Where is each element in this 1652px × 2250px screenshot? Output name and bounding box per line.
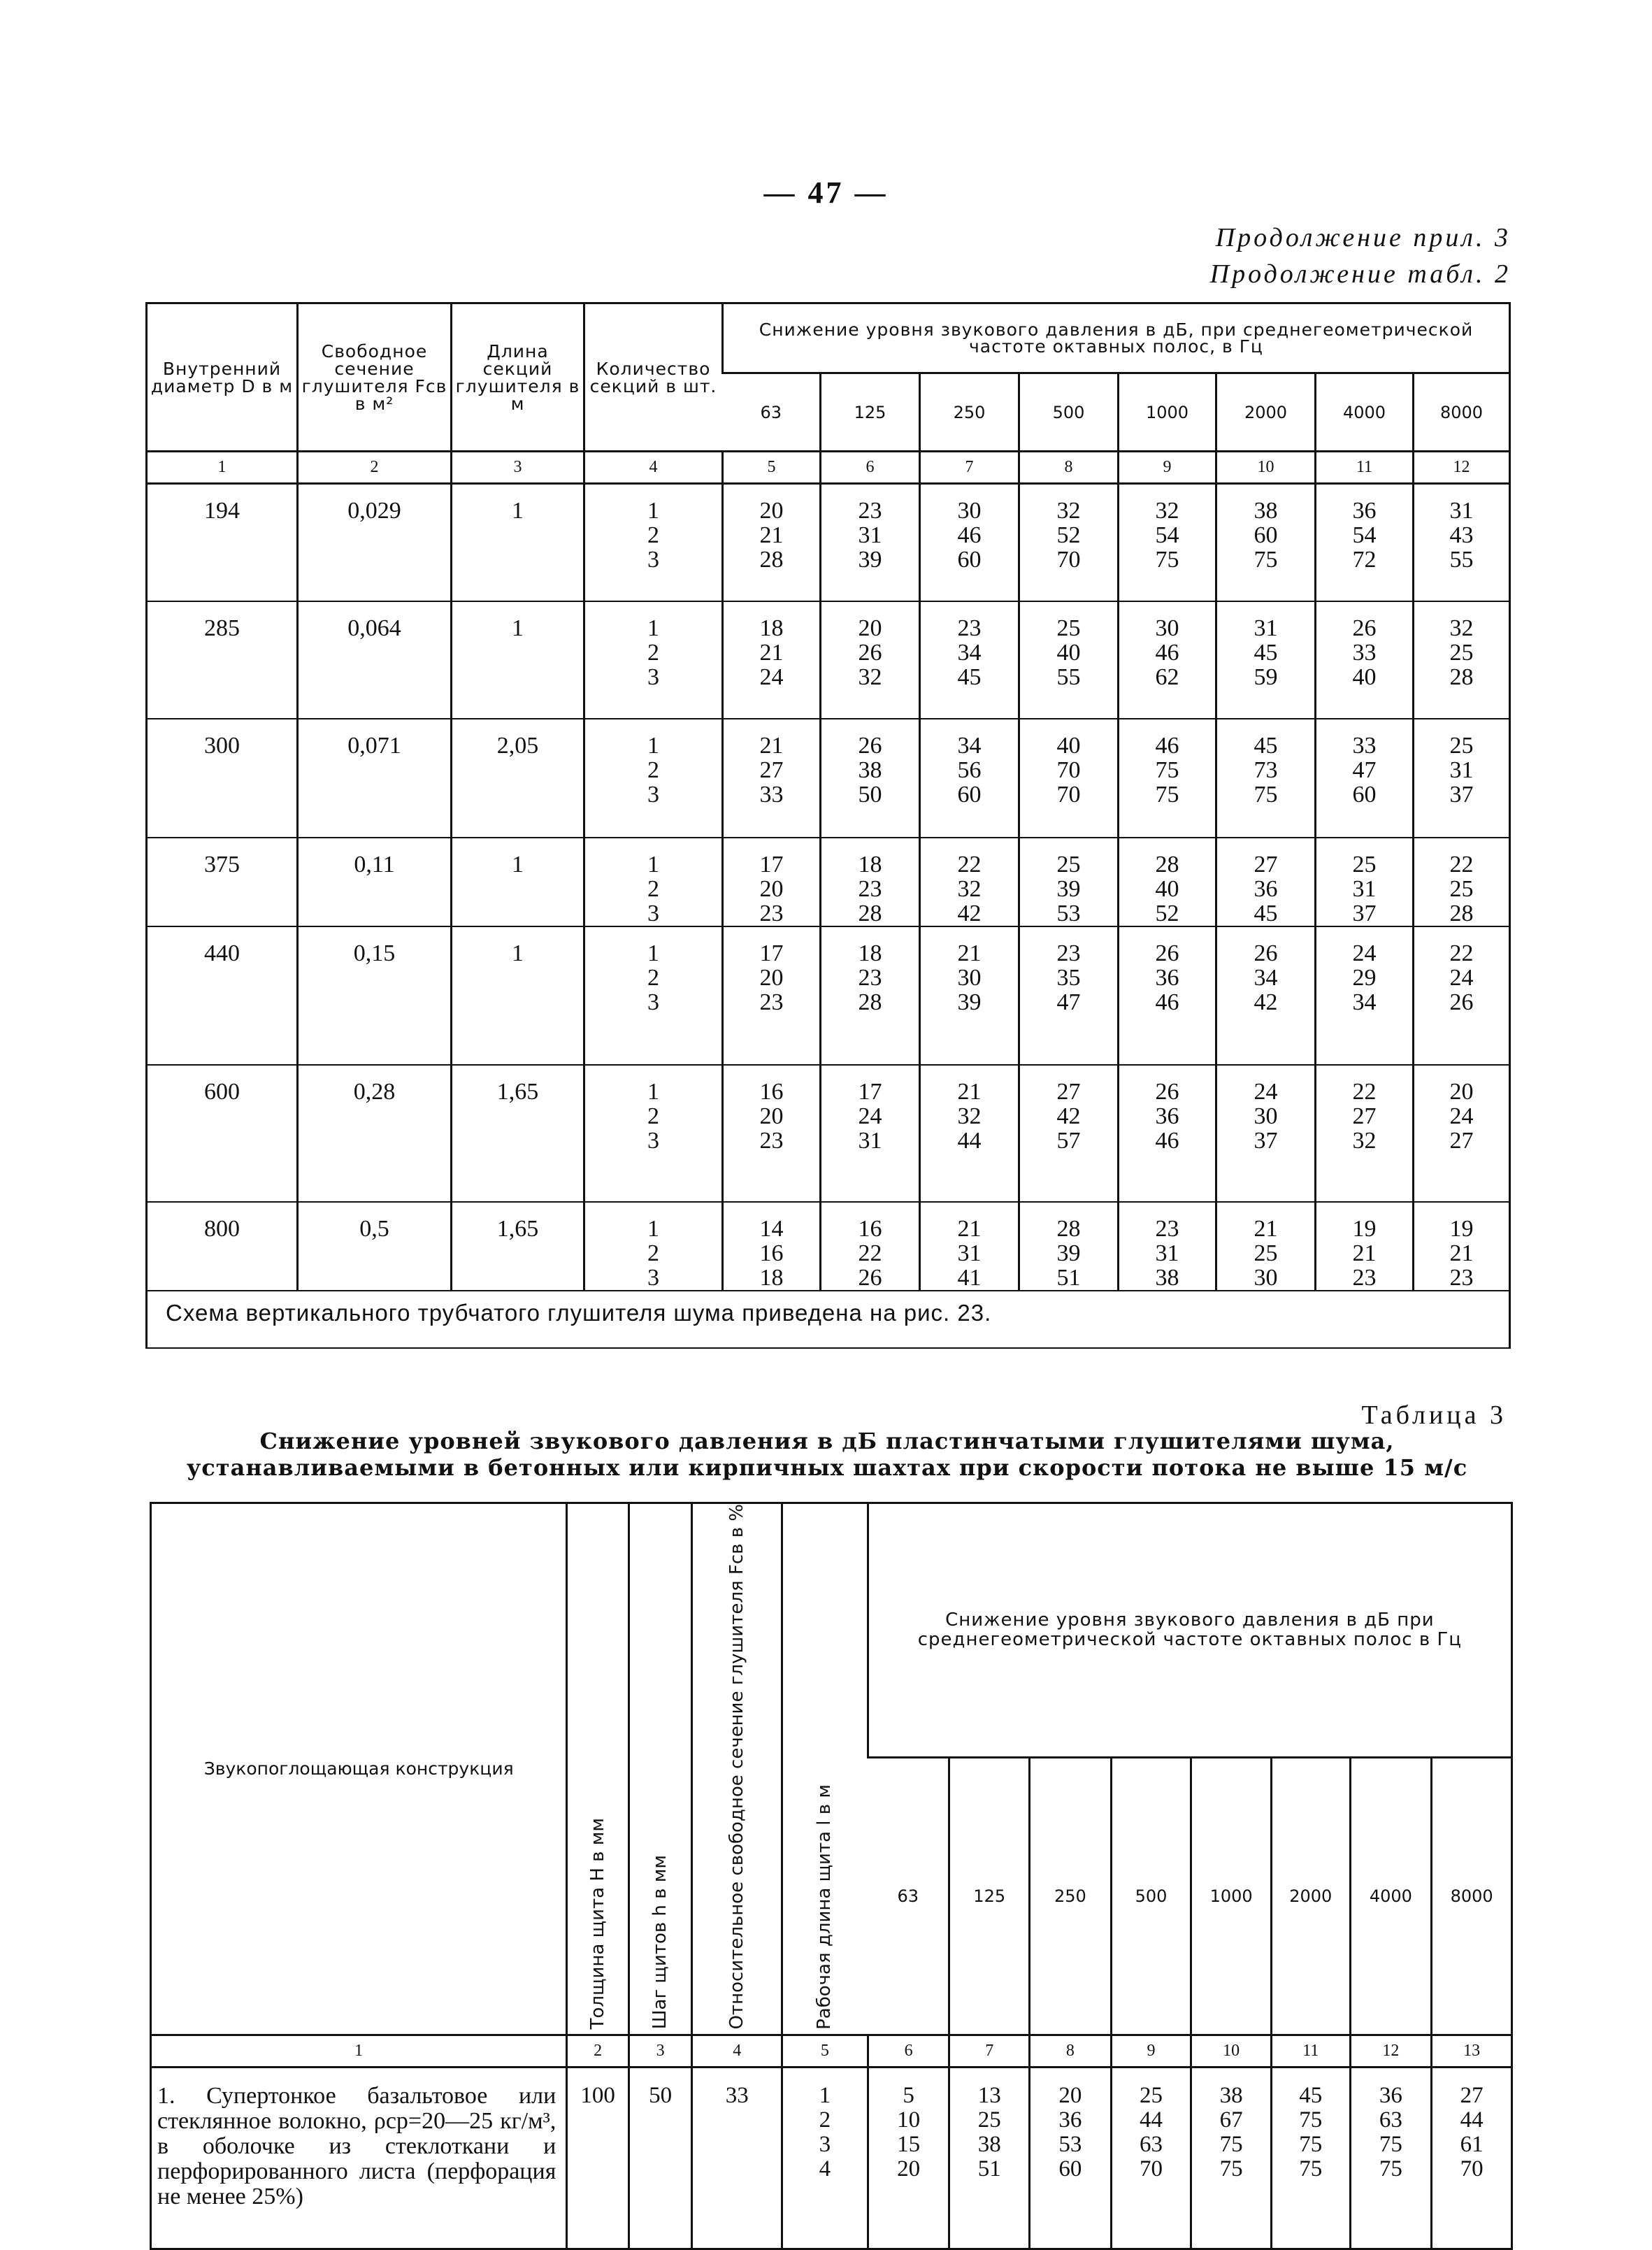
cell-diameter: 600: [147, 1065, 298, 1202]
cell-reduction: 32 25 28: [1414, 601, 1510, 719]
cell-diameter: 375: [147, 838, 298, 926]
cell-reduction: 25 40 55: [1019, 601, 1119, 719]
freq-1000: 1000: [1191, 1757, 1272, 2035]
column-number: 10: [1191, 2035, 1272, 2067]
table-row: [151, 2067, 1512, 2249]
table-3-label: Таблица 3: [1361, 1400, 1507, 1430]
cell-free-section: 0,029: [298, 484, 452, 601]
column-number: 9: [1111, 2035, 1191, 2067]
cell-reduction: 26 38 50: [821, 719, 920, 838]
header-diameter: Внутренний диаметр D в м: [147, 303, 298, 452]
continuation-appendix: Продолжение прил. 3: [1215, 223, 1511, 252]
cell-diameter: 194: [147, 484, 298, 601]
cell-reduction: 16 22 26: [821, 1202, 920, 1291]
cell-reduction: 25 31 37: [1414, 719, 1510, 838]
cell-reduction: 33 47 60: [1316, 719, 1414, 838]
cell-section-count: 1 2 3: [584, 838, 723, 926]
freq-63: 63: [868, 1757, 949, 2035]
cell-free-section: 0,28: [298, 1065, 452, 1202]
table-row: [147, 838, 1510, 926]
cell-free-section: 0,15: [298, 926, 452, 1065]
cell-reduction: 18 21 24: [723, 601, 821, 719]
column-number: 1: [151, 2035, 567, 2067]
cell-reduction: 27 44 61 70: [1432, 2067, 1512, 2249]
cell-reduction: 23 35 47: [1019, 926, 1119, 1065]
cell-reduction: 21 25 30: [1216, 1202, 1316, 1291]
cell-working-length: 1 2 3 4: [782, 2067, 868, 2249]
header-free-section: Свободное сечение глушителя Fсв в м²: [298, 303, 452, 452]
column-number: 4: [584, 452, 723, 484]
header-reduction: Снижение уровня звукового давления в дБ при среднегеометрической частоте октавных полос в Гц: [868, 1503, 1511, 1758]
cell-free-section: 0,064: [298, 601, 452, 719]
freq-2000: 2000: [1271, 1757, 1350, 2035]
header-section-length: Длина секций глушителя в м: [452, 303, 584, 452]
freq-1000: 1000: [1119, 373, 1216, 452]
header-construction: Звукопоглощающая конструкция: [151, 1503, 567, 2035]
table-2: [145, 302, 1511, 1349]
cell-reduction: 14 16 18: [723, 1202, 821, 1291]
header-working-length: [782, 1503, 868, 2035]
cell-reduction: 38 60 75: [1216, 484, 1316, 601]
cell-reduction: 21 31 41: [920, 1202, 1019, 1291]
header-step: [629, 1503, 692, 2035]
table-3: [150, 1502, 1513, 2250]
cell-section-length: 1: [452, 484, 584, 601]
cell-reduction: 25 44 63 70: [1111, 2067, 1191, 2249]
column-number: 6: [868, 2035, 949, 2067]
cell-reduction: 23 34 45: [920, 601, 1019, 719]
header-section-count: Количество секций в шт.: [584, 303, 723, 452]
cell-reduction: 20 26 32: [821, 601, 920, 719]
cell-reduction: 25 31 37: [1316, 838, 1414, 926]
column-number: 13: [1432, 2035, 1512, 2067]
cell-thickness: 100: [567, 2067, 629, 2249]
cell-reduction: 28 40 52: [1119, 838, 1216, 926]
cell-reduction: 13 25 38 51: [949, 2067, 1030, 2249]
cell-reduction: 27 36 45: [1216, 838, 1316, 926]
cell-section-length: 1: [452, 601, 584, 719]
freq-8000: 8000: [1414, 373, 1510, 452]
cell-reduction: 36 63 75 75: [1350, 2067, 1432, 2249]
cell-reduction: 20 36 53 60: [1030, 2067, 1112, 2249]
column-number: 1: [147, 452, 298, 484]
cell-reduction: 38 67 75 75: [1191, 2067, 1272, 2249]
cell-free-section: 0,071: [298, 719, 452, 838]
column-number: 4: [692, 2035, 782, 2067]
cell-section-length: 1,65: [452, 1202, 584, 1291]
column-number: 10: [1216, 452, 1316, 484]
cell-reduction: 30 46 60: [920, 484, 1019, 601]
column-number: 5: [782, 2035, 868, 2067]
column-number: 3: [452, 452, 584, 484]
cell-relative-section: 33: [692, 2067, 782, 2249]
page-number: — 47 —: [763, 175, 889, 210]
cell-reduction: 22 27 32: [1316, 1065, 1414, 1202]
column-number: 11: [1271, 2035, 1350, 2067]
table-row: [147, 601, 1510, 719]
cell-section-count: 1 2 3: [584, 1065, 723, 1202]
freq-125: 125: [821, 373, 920, 452]
cell-reduction: 19 21 23: [1316, 1202, 1414, 1291]
column-number: 7: [949, 2035, 1030, 2067]
cell-section-count: 1 2 3: [584, 601, 723, 719]
cell-reduction: 24 30 37: [1216, 1065, 1316, 1202]
column-number: 6: [821, 452, 920, 484]
cell-construction: 1. Супертонкое базальтовое или стеклянное волокно, ρср=20—25 кг/м³, в оболочке из стеклоткани и перфорированного листа (перфорация не менее 25%): [157, 2082, 556, 2209]
freq-500: 500: [1111, 1757, 1191, 2035]
header-relative-text: Относительное свободное сечение глушителя Fсв в %: [726, 1504, 747, 2030]
cell-reduction: 20 24 27: [1414, 1065, 1510, 1202]
cell-reduction: 16 20 23: [723, 1065, 821, 1202]
cell-section-count: 1 2 3: [584, 484, 723, 601]
cell-step: 50: [629, 2067, 692, 2249]
cell-reduction: 22 32 42: [920, 838, 1019, 926]
freq-500: 500: [1019, 373, 1119, 452]
cell-diameter: 800: [147, 1202, 298, 1291]
column-number: 9: [1119, 452, 1216, 484]
column-number: 7: [920, 452, 1019, 484]
table-row: [147, 926, 1510, 1065]
cell-section-length: 1: [452, 838, 584, 926]
cell-reduction: 17 20 23: [723, 838, 821, 926]
cell-diameter: 285: [147, 601, 298, 719]
table-3-title: Снижение уровней звукового давления в дБ пластинчатыми глушителями шума, устанавливаемыми в бетонных или кирпичных шахтах при скорости потока не выше 15 м/с: [186, 1428, 1468, 1481]
cell-free-section: 0,11: [298, 838, 452, 926]
cell-reduction: 28 39 51: [1019, 1202, 1119, 1291]
cell-reduction: 45 73 75: [1216, 719, 1316, 838]
continuation-table: Продолжение табл. 2: [1209, 259, 1511, 289]
cell-reduction: 5 10 15 20: [868, 2067, 949, 2249]
column-number: 8: [1030, 2035, 1112, 2067]
cell-reduction: 18 23 28: [821, 838, 920, 926]
cell-reduction: 22 25 28: [1414, 838, 1510, 926]
cell-section-count: 1 2 3: [584, 1202, 723, 1291]
cell-reduction: 21 30 39: [920, 926, 1019, 1065]
freq-125: 125: [949, 1757, 1030, 2035]
cell-reduction: 24 29 34: [1316, 926, 1414, 1065]
column-number: 2: [298, 452, 452, 484]
freq-4000: 4000: [1316, 373, 1414, 452]
cell-reduction: 22 24 26: [1414, 926, 1510, 1065]
cell-reduction: 26 36 46: [1119, 1065, 1216, 1202]
cell-reduction: 21 27 33: [723, 719, 821, 838]
freq-8000: 8000: [1432, 1757, 1512, 2035]
column-number: 8: [1019, 452, 1119, 484]
cell-section-count: 1 2 3: [584, 926, 723, 1065]
cell-reduction: 18 23 28: [821, 926, 920, 1065]
cell-section-length: 1: [452, 926, 584, 1065]
header-step-text: Шаг щитов h в мм: [649, 1855, 671, 2030]
cell-diameter: 440: [147, 926, 298, 1065]
cell-reduction: 17 24 31: [821, 1065, 920, 1202]
cell-section-length: 2,05: [452, 719, 584, 838]
cell-reduction: 26 33 40: [1316, 601, 1414, 719]
column-number: 11: [1316, 452, 1414, 484]
column-number: 3: [629, 2035, 692, 2067]
column-number: 12: [1414, 452, 1510, 484]
cell-diameter: 300: [147, 719, 298, 838]
cell-reduction: 45 75 75 75: [1271, 2067, 1350, 2249]
column-number: 5: [723, 452, 821, 484]
cell-reduction: 32 54 75: [1119, 484, 1216, 601]
cell-reduction: 36 54 72: [1316, 484, 1414, 601]
cell-reduction: 25 39 53: [1019, 838, 1119, 926]
cell-reduction: 20 21 28: [723, 484, 821, 601]
cell-reduction: 21 32 44: [920, 1065, 1019, 1202]
cell-reduction: 31 43 55: [1414, 484, 1510, 601]
cell-reduction: 23 31 38: [1119, 1202, 1216, 1291]
cell-reduction: 34 56 60: [920, 719, 1019, 838]
cell-section-count: 1 2 3: [584, 719, 723, 838]
cell-reduction: 31 45 59: [1216, 601, 1316, 719]
cell-reduction: 26 36 46: [1119, 926, 1216, 1065]
header-working-length-text: Рабочая длина щита l в м: [814, 1784, 835, 2030]
freq-250: 250: [1030, 1757, 1112, 2035]
freq-63: 63: [723, 373, 821, 452]
table-row: [147, 1065, 1510, 1202]
header-reduction: Снижение уровня звукового давления в дБ, при среднегеометрической частоте октавных полос, в Гц: [723, 303, 1510, 373]
cell-reduction: 32 52 70: [1019, 484, 1119, 601]
cell-reduction: 40 70 70: [1019, 719, 1119, 838]
column-number: 12: [1350, 2035, 1432, 2067]
column-number: 2: [567, 2035, 629, 2067]
header-thickness-text: Толщина щита H в мм: [587, 1818, 608, 2030]
freq-250: 250: [920, 373, 1019, 452]
cell-section-length: 1,65: [452, 1065, 584, 1202]
header-relative-section: [692, 1503, 782, 2035]
cell-reduction: 23 31 39: [821, 484, 920, 601]
table-row: [147, 1202, 1510, 1291]
cell-free-section: 0,5: [298, 1202, 452, 1291]
table-note: Схема вертикального трубчатого глушителя шума приведена на рис. 23.: [166, 1299, 992, 1326]
cell-reduction: 46 75 75: [1119, 719, 1216, 838]
table-row: [147, 719, 1510, 838]
freq-2000: 2000: [1216, 373, 1316, 452]
header-thickness: [567, 1503, 629, 2035]
freq-4000: 4000: [1350, 1757, 1432, 2035]
cell-reduction: 19 21 23: [1414, 1202, 1510, 1291]
table-row: [147, 484, 1510, 601]
cell-reduction: 30 46 62: [1119, 601, 1216, 719]
cell-reduction: 17 20 23: [723, 926, 821, 1065]
cell-reduction: 26 34 42: [1216, 926, 1316, 1065]
cell-reduction: 27 42 57: [1019, 1065, 1119, 1202]
